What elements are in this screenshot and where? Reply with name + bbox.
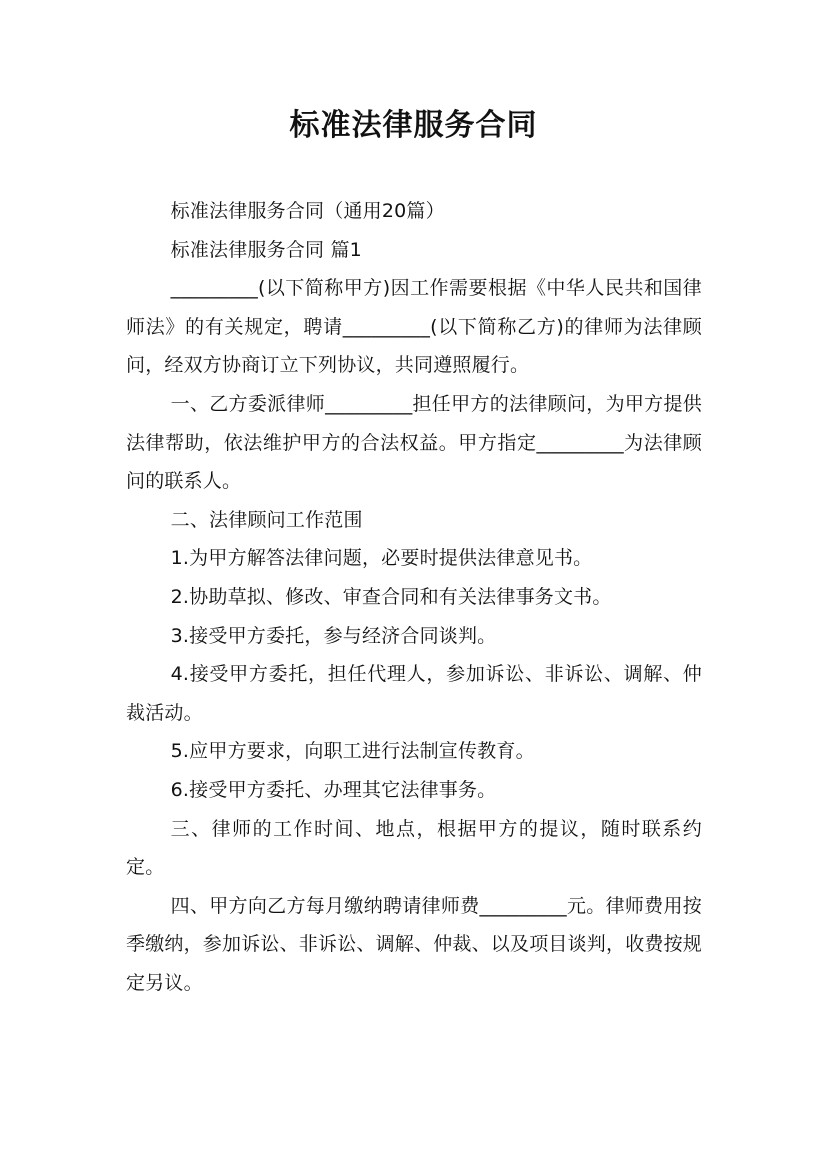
paragraph: 6.接受甲方委托、办理其它法律事务。 [170, 778, 497, 801]
paragraph: 二、法律顾问工作范围 [170, 508, 363, 531]
document-title: 标准法律服务合同 [289, 108, 538, 143]
paragraph: 5.应甲方要求，向职工进行法制宣传教育。 [170, 740, 535, 763]
paragraph: 1.为甲方解答法律问题，必要时提供法律意见书。 [170, 547, 593, 570]
paragraph: 4.接受甲方委托，担任代理人，参加诉讼、非诉讼、调解、仲裁活动。 [126, 663, 702, 724]
paragraph: 一、乙方委派律师_________担任甲方的法律顾问，为甲方提供法律帮助，依法维护甲方的合法权益。甲方指定_________为法律顾问的联系人。 [126, 392, 702, 493]
paragraph: 标准法律服务合同（通用20篇） [170, 200, 445, 222]
paragraph: _________(以下简称甲方)因工作需要根据《中华人民共和国律师法》的有关规定，聘请_________(以下简称乙方)的律师为法律顾问，经双方协商订立下列协议，共同遵照履行。 [126, 277, 702, 377]
paragraph: 3.接受甲方委托，参与经济合同谈判。 [170, 624, 497, 647]
paragraph: 三、律师的工作时间、地点，根据甲方的提议，随时联系约定。 [126, 817, 702, 879]
document-body [126, 192, 702, 1002]
paragraph: 四、甲方向乙方每月缴纳聘请律师费_________元。律师费用按季缴纳，参加诉讼、非诉讼、调解、仲裁、以及项目谈判，收费按规定另议。 [126, 894, 703, 994]
paragraph: 标准法律服务合同 篇1 [170, 238, 362, 261]
paragraph: 2.协助草拟、修改、审查合同和有关法律事务文书。 [170, 585, 612, 608]
